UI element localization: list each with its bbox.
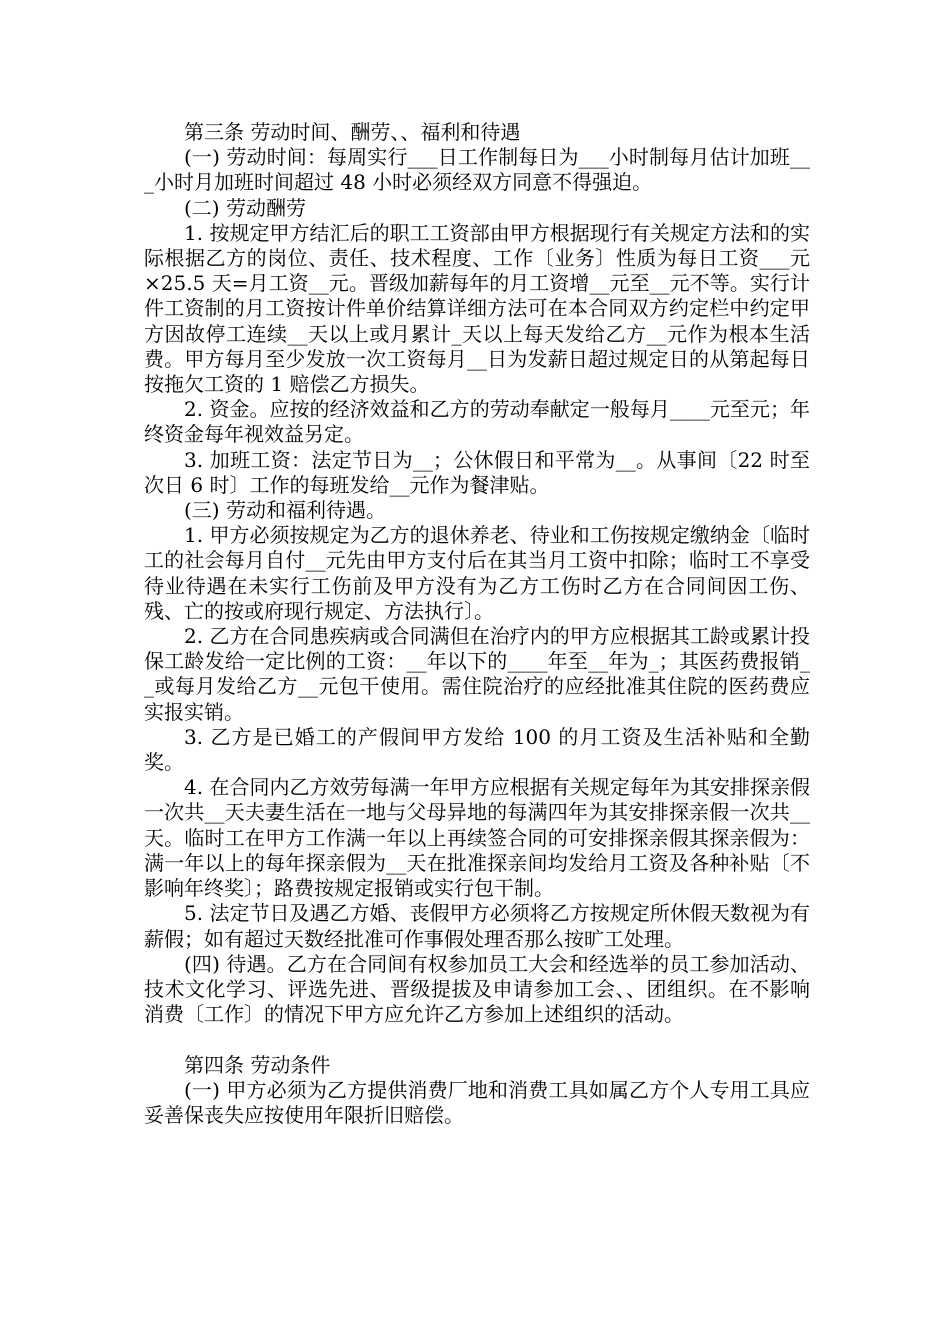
holiday-paragraph: 5. 法定节日及遇乙方婚、丧假甲方必须将乙方按规定所休假天数视为有薪假；如有超过天数经批准可作事假处理否那么按旷工处理。 xyxy=(144,901,810,951)
article-3-heading: 第三条 劳动时间、酬劳、、福利和待遇 xyxy=(184,120,521,144)
sick-leave-paragraph: 2. 乙方在合同患疾病或合同满但在治疗内的甲方应根据其工龄或累计投保工龄发给一定比例的工资：__年以下的____年至__年为_；其医药费报销__或每月发给乙方__元包干使用。需住院治疗的应经批准其住院的医药费应实报实销。 xyxy=(144,624,810,724)
home-leave-paragraph: 4. 在合同内乙方效劳每满一年甲方应根据有关规定每年为其安排探亲假一次共__天夫妻生活在一地与父母异地的每满四年为其安排探亲假一次共__天。临时工在甲方工作满一年以上再续签合同的可安排探亲假其探亲假为：满一年以上的每年探亲假为__天在批准探亲间均发给月工资及各种补贴〔不影响年终奖〕；路费按规定报销或实行包干制。 xyxy=(144,775,810,901)
wage-paragraph: 1. 按规定甲方结汇后的职工工资部由甲方根据现行有关规定方法和的实际根据乙方的岗位、责任、技术程度、工作〔业务〕性质为每日工资___元×25.5 天=月工资__元。晋级加薪每年的月工资增__元至__元不等。实行计件工资制的月工资按计件单价结算详细方法可在本合同双方约定栏中约定甲方因故停工连续__天以上或月累计_天以上每天发给乙方__元作为根本生活费。甲方每月至少发放一次工资每月__日为发薪日超过规定日的从第起每日按拖欠工资的 1 赔偿乙方损失。 xyxy=(144,220,810,397)
welfare-heading: (三) 劳动和福利待遇。 xyxy=(184,498,386,523)
remuneration-heading: (二) 劳动酬劳 xyxy=(184,195,306,220)
working-time-paragraph: (一) 劳动时间：每周实行___日工作制每日为___小时制每月估计加班___小时月加班时间超过 48 小时必须经双方同意不得强迫。 xyxy=(144,145,810,195)
document-page xyxy=(144,120,810,1128)
bonus-paragraph: 2. 资金。应按的经济效益和乙方的劳动奉献定一般每月____元至元；年终资金每年视效益另定。 xyxy=(144,397,810,447)
article-4-heading: 第四条 劳动条件 xyxy=(184,1052,331,1077)
insurance-paragraph: 1. 甲方必须按规定为乙方的退休养老、待业和工伤按规定缴纳金〔临时工的社会每月自付__元先由甲方支付后在其当月工资中扣除；临时工不享受待业待遇在未实行工伤前及甲方没有为乙方工伤时乙方在合同间因工伤、残、亡的按或府现行规定、方法执行〕。 xyxy=(144,523,810,623)
blank-line xyxy=(144,1027,810,1052)
maternity-paragraph: 3. 乙方是已婚工的产假间甲方发给 100 的月工资及生活补贴和全勤奖。 xyxy=(144,724,810,775)
working-conditions-paragraph: (一) 甲方必须为乙方提供消费厂地和消费工具如属乙方个人专用工具应妥善保丧失应按使用年限折旧赔偿。 xyxy=(144,1077,810,1127)
overtime-paragraph: 3. 加班工资：法定节日为__；公休假日和平常为__。从事间〔22 时至次日 6 时〕工作的每班发给__元作为餐津贴。 xyxy=(144,447,810,497)
treatment-paragraph: (四) 待遇。乙方在合同间有权参加员工大会和经选举的员工参加活动、技术文化学习、评选先进、晋级提拔及申请参加工会、、团组织。在不影响消费〔工作〕的情况下甲方应允许乙方参加上述组织的活动。 xyxy=(144,951,810,1027)
